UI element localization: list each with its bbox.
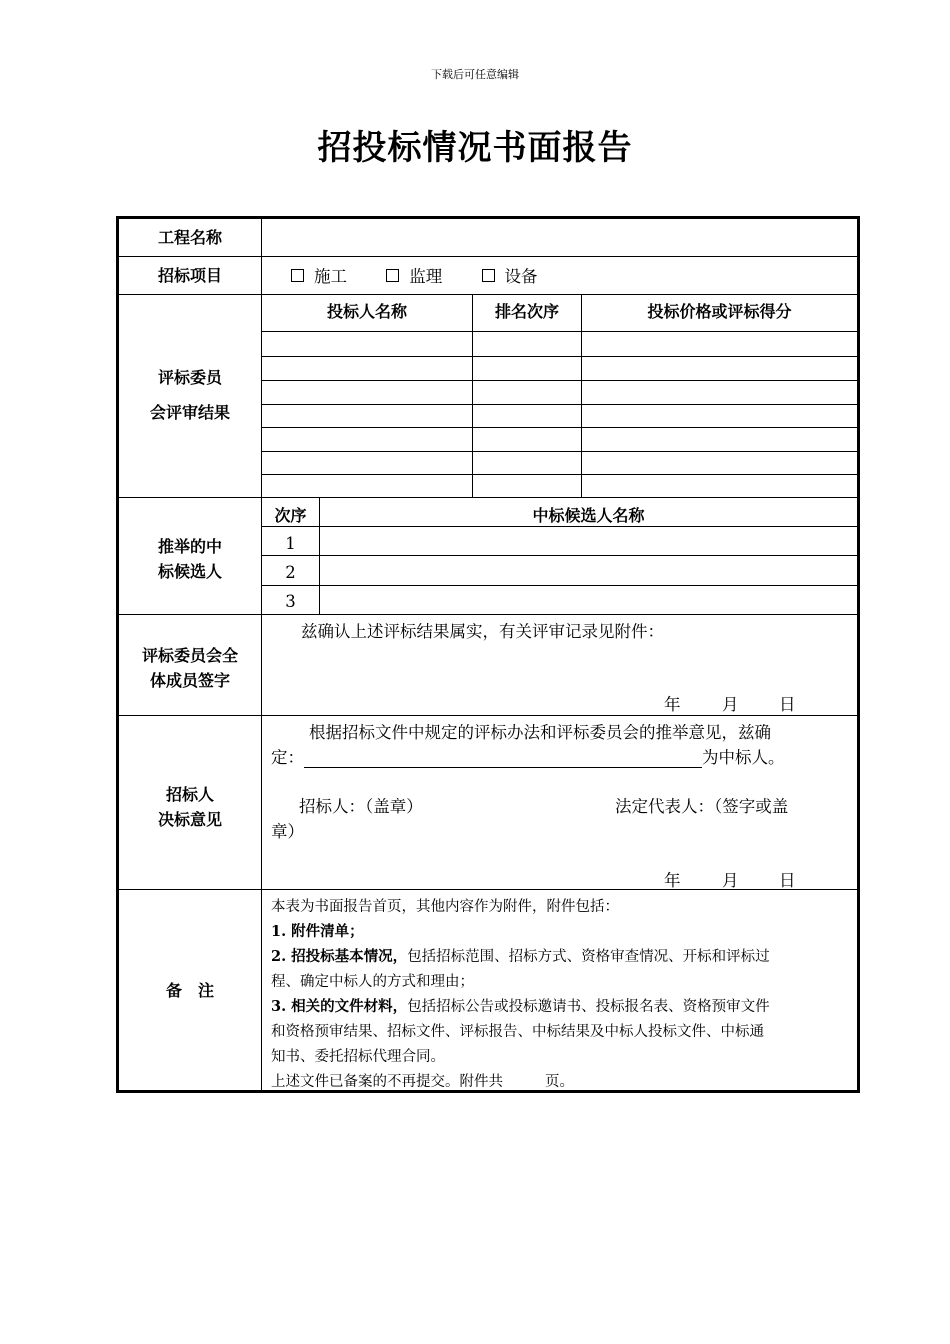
decision-tenderer: 招标人：（盖章）	[299, 797, 423, 816]
page-count-blank[interactable]	[503, 1073, 545, 1091]
document-title: 招投标情况书面报告	[317, 128, 633, 168]
decision-text-line1: 根据招标文件中规定的评标办法和评标委员会的推举意见，兹确	[309, 723, 771, 742]
tender-item-options	[291, 263, 572, 287]
review-col-bidder: 投标人名称	[326, 302, 407, 321]
review-row-line	[261, 474, 857, 475]
signatures-label-line1: 评标委员会全	[141, 646, 238, 665]
project-name-label: 工程名称	[157, 228, 222, 247]
candidate-order-3: 3	[285, 592, 296, 611]
remarks-item1: 1. 附件清单；	[271, 923, 364, 940]
row-divider	[119, 614, 857, 615]
project-name-field[interactable]	[271, 227, 841, 249]
option-construction[interactable]: 施工	[291, 263, 347, 287]
review-col-divider	[472, 294, 473, 497]
review-col-score: 投标价格或评标得分	[647, 302, 792, 321]
report-form	[116, 216, 860, 1093]
checkbox-icon[interactable]	[482, 269, 495, 282]
decision-label-line2: 决标意见	[157, 810, 222, 829]
candidates-row-line	[261, 555, 857, 556]
candidate-order-1: 1	[285, 534, 296, 553]
review-row-line	[261, 356, 857, 357]
label-column-divider	[261, 219, 262, 1090]
candidates-col-name: 中标候选人名称	[532, 506, 645, 525]
row-divider	[119, 497, 857, 498]
remarks-label: 备 注	[165, 981, 214, 1000]
candidate-order-2: 2	[285, 563, 296, 582]
tender-item-label: 招标项目	[157, 266, 222, 285]
candidates-label-line2: 标候选人	[157, 562, 222, 581]
signatures-confirm-text: 兹确认上述评标结果属实，有关评审记录见附件：	[301, 622, 664, 641]
signatures-date-month: 月	[722, 695, 739, 714]
candidates-row-line	[261, 585, 857, 586]
decision-legal-rep-cont: 章）	[271, 822, 304, 841]
winner-blank[interactable]	[304, 747, 702, 768]
review-row-line	[261, 404, 857, 405]
remarks-item2-text: 包括招标范围、招标方式、资格审查情况、开标和评标过	[407, 949, 770, 965]
decision-legal-rep: 法定代表人：（签字或盖	[615, 797, 789, 816]
row-divider	[119, 889, 857, 890]
signatures-date-year: 年	[664, 695, 681, 714]
row-divider	[119, 294, 857, 295]
decision-date-day: 日	[779, 871, 796, 890]
remarks-item3-line2: 和资格预审结果、招标文件、评标报告、中标结果及中标人投标文件、中标通	[271, 1024, 764, 1040]
signatures-date-day: 日	[779, 695, 796, 714]
remarks-footer-suffix: 页。	[545, 1074, 574, 1090]
remarks-item3	[271, 995, 770, 1016]
decision-date-month: 月	[722, 871, 739, 890]
header-note: 下载后可任意编辑	[431, 68, 519, 81]
remarks-footer	[271, 1070, 574, 1091]
candidates-row-line	[261, 526, 857, 527]
review-label-line1: 评标委员	[157, 368, 222, 387]
candidates-col-order: 次序	[274, 506, 307, 525]
remarks-footer-prefix: 上述文件已备案的不再提交。附件共	[271, 1074, 503, 1090]
review-col-rank: 排名次序	[494, 302, 559, 321]
option-supervision[interactable]: 监理	[386, 263, 442, 287]
remarks-item3-title: 3. 相关的文件材料，	[271, 998, 408, 1015]
review-row-line	[261, 380, 857, 381]
option-equipment[interactable]: 设备	[482, 263, 538, 287]
review-label-line2: 会评审结果	[149, 403, 230, 422]
review-col-divider	[581, 294, 582, 497]
review-row-line	[261, 451, 857, 452]
decision-text-suffix: 为中标人。	[702, 748, 785, 767]
remarks-item2	[271, 945, 770, 966]
review-row-line	[261, 427, 857, 428]
checkbox-icon[interactable]	[291, 269, 304, 282]
row-divider	[119, 256, 857, 257]
decision-label-line1: 招标人	[165, 785, 214, 804]
row-divider	[119, 715, 857, 716]
signatures-label-line2: 体成员签字	[149, 671, 230, 690]
remarks-intro: 本表为书面报告首页，其他内容作为附件，附件包括：	[271, 899, 619, 915]
decision-date-year: 年	[664, 871, 681, 890]
remarks-item3-line3: 知书、委托招标代理合同。	[271, 1049, 445, 1065]
candidates-label-line1: 推举的中	[157, 537, 222, 556]
remarks-item3-text: 包括招标公告或投标邀请书、投标报名表、资格预审文件	[407, 999, 770, 1015]
checkbox-icon[interactable]	[386, 269, 399, 282]
remarks-item2-title: 2. 招投标基本情况，	[271, 948, 408, 965]
decision-text-prefix: 定：	[271, 748, 304, 767]
review-row-line	[261, 331, 857, 332]
decision-text-line2	[271, 744, 785, 768]
remarks-item2-line2: 程、确定中标人的方式和理由；	[271, 974, 474, 990]
